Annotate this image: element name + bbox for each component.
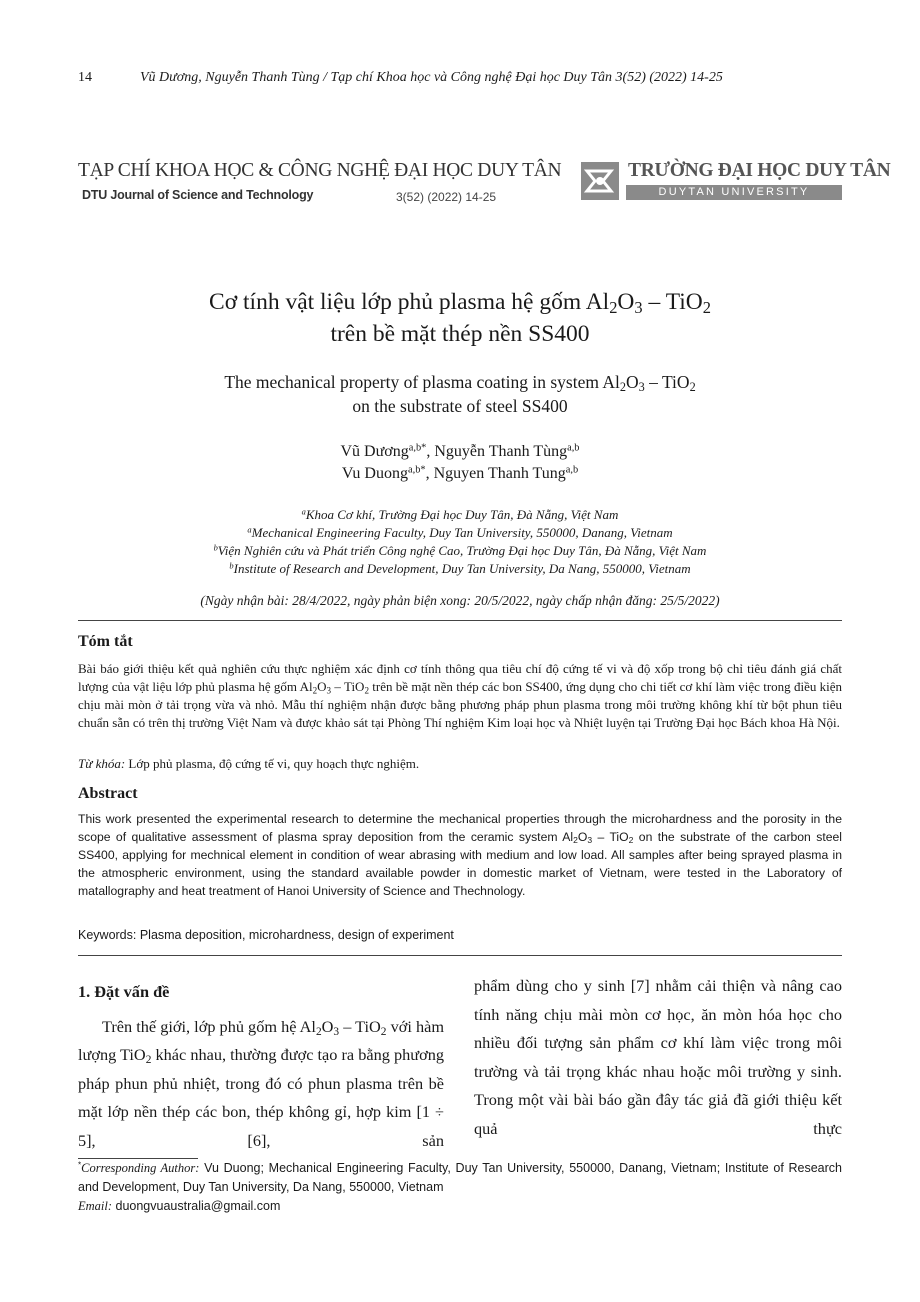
divider (78, 955, 842, 956)
submission-dates: (Ngày nhận bài: 28/4/2022, ngày phản biện xong: 20/5/2022, ngày chấp nhận đăng: 25/5/2022) (200, 593, 720, 608)
keywords-vi: Từ khóa: Lớp phủ plasma, độ cứng tế vi, quy hoạch thực nghiệm. (78, 756, 420, 771)
affiliation-line: $^a$Mechanical Engineering Faculty, Duy Tan University, 550000, Danang, Vietnam (247, 524, 673, 540)
page-number: 14 (78, 70, 92, 85)
abstract-vi-text: Bài báo giới thiệu kết quả nghiên cứu thực nghiệm xác định cơ tính thông qua tiêu chí độ cứng tế vi và độ xốp trong bộ chỉ tiêu đánh giá chất lượng của vật liệu lớp phủ plasma hệ gốm $Al_2O_3 - TiO_2$ trên bề mặt nền thép các bon SS400, ứng dụng cho chi tiết cơ khí làm việc trong điều kiện chịu mài mòn ở tải trọng vừa và nhỏ. Mẫu thí nghiệm nhận được bằng phương pháp phun plasma trong môi trường không khí từ bột phun tiêu chuẩn sẵn có trên thị trường Việt Nam và được khảo sát tại Phòng Thí nghiệm Kim loại học và Nhiệt luyện tại Trường Đại học Bách khoa Hà Nội. (78, 661, 843, 730)
affiliation-line: $^a$Khoa Cơ khí, Trường Đại học Duy Tân, Đà Nẵng, Việt Nam (301, 506, 619, 522)
affiliations (0, 506, 920, 578)
university-name-vi: TRƯỜNG ĐẠI HỌC DUY TÂN (628, 160, 891, 181)
affiliation-line: $^b$Viện Nghiên cứu và Phát triển Công nghệ Cao, Trường Đại học Duy Tân, Đà Nẵng, Việt Nam (213, 542, 707, 558)
authors-vi: Vũ Dương$^{a,b*}$, Nguyễn Thanh Tùng$^{a,b}$ (340, 442, 580, 460)
author-email: duongvuaustralia@gmail.com (112, 1199, 281, 1213)
article-title-en: The mechanical property of plasma coating in system $Al_2O_3 - TiO_2$ on the substrate of steel SS400 (224, 372, 696, 416)
affiliation-line: $^b$Institute of Research and Development, Duy Tan University, Da Nang, 550000, Vietnam (229, 560, 691, 576)
body-column-left (78, 978, 444, 1155)
keywords-en: Keywords: Plasma deposition, microhardness, design of experiment (78, 928, 454, 942)
body-paragraph: Trên thế giới, lớp phủ gốm hệ $Al_2O_3 - TiO_2$ với hàm lượng TiO$_2$ khác nhau, thường được tạo ra bằng phương pháp phun phủ nhiệt, trong đó có phun plasma trên bề mặt lớp nền thép các bon, thép không gỉ, hợp kim [1 ÷ 5], [6], sản (78, 1016, 444, 1150)
journal-name-en: DTU Journal of Science and Technology (82, 188, 314, 202)
university-logo-icon (581, 162, 619, 200)
university-name-en: DUYTAN UNIVERSITY (626, 185, 842, 200)
journal-name-vi: TẠP CHÍ KHOA HỌC & CÔNG NGHỆ ĐẠI HỌC DUY TÂN (78, 160, 562, 181)
abstract-en-heading: Abstract (78, 785, 138, 802)
body-column-right (474, 972, 842, 1143)
authors-en: Vu Duong$^{a,b*}$, Nguyen Thanh Tung$^{a,b}$ (341, 464, 579, 482)
author-list (0, 441, 920, 485)
body-paragraph: phẩm dùng cho y sinh [7] nhằm cải thiện và nâng cao tính năng chịu mài mòn cơ học, ăn mòn hóa học cho nhiều đối tượng sản phẩm cơ khí làm việc trong môi trường và tải trọng khác nhau hoặc môi trường y sinh. Trong một vài bài báo gần đây tác giả đã giới thiệu kết quả thực (474, 976, 842, 1138)
divider (78, 620, 842, 621)
abstract-vi-heading: Tóm tắt (78, 633, 133, 650)
journal-issue: 3(52) (2022) 14-25 (396, 190, 497, 204)
running-citation: Vũ Dương, Nguyễn Thanh Tùng / Tạp chí Khoa học và Công nghệ Đại học Duy Tân 3(52) (2022) 14-25 (140, 70, 723, 85)
footnote: *Corresponding Author: Vu Duong; Mechanical Engineering Faculty, Duy Tan University, 550000, Danang, Vietnam; Institute of Research and Development, Duy Tan University, Da Nang, 550000, Vietnam Email: duongvuaustralia@gmail.com (78, 1160, 842, 1213)
section-heading: 1. Đặt vấn đề (78, 982, 170, 1001)
article-title-vi: Cơ tính vật liệu lớp phủ plasma hệ gốm $Al_2O_3 - TiO_2$ trên bề mặt thép nền SS400 (209, 289, 711, 347)
abstract-en-text: This work presented the experimental research to determine the mechanical properties through the microhardness and the porosity in the scope of qualitative assessment of plasma spray deposition from the ceramic system $Al_2O_3 - TiO_2$ on the substrate of the carbon steel SS400, applying for mechnical element in condition of wear abrasing with medium and low load. All samples after being sprayed plasma in the atmospheric environment, using the standard available powder in domestic market of Vietnam, were tested in the Laboratory of matallography and heat treatment of Hanoi University of Science and Thechnology. (78, 812, 842, 898)
